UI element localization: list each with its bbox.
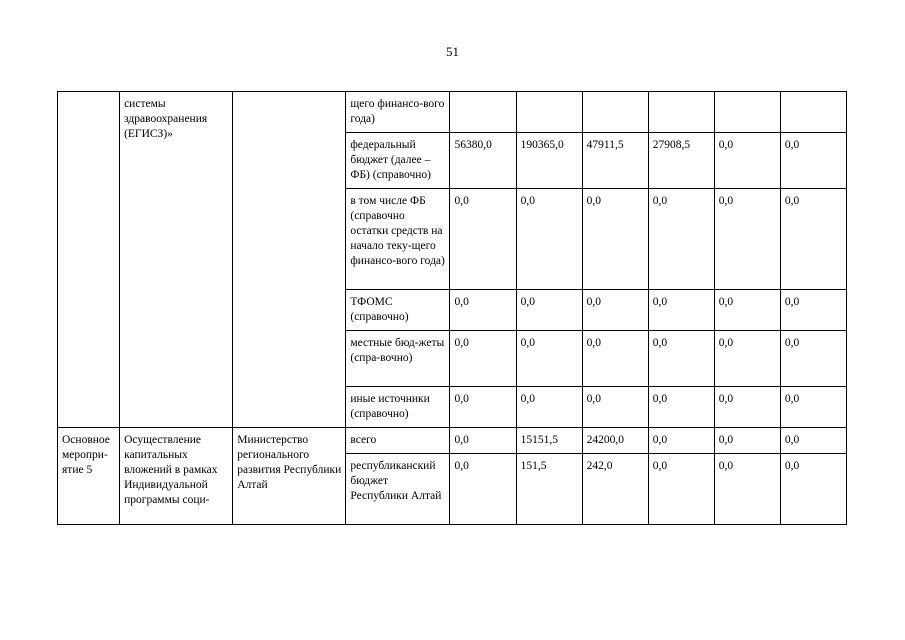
value-cell: 0,0: [582, 189, 648, 290]
executor-cell: [233, 92, 346, 428]
value-cell: 0,0: [648, 331, 714, 387]
value-cell: 47911,5: [582, 133, 648, 189]
source-cell: республиканский бюджет Республики Алтай: [346, 454, 450, 525]
value-cell: 0,0: [516, 290, 582, 331]
value-cell: 0,0: [648, 189, 714, 290]
value-cell: 0,0: [780, 454, 846, 525]
source-cell: местные бюд-жеты (спра-вочно): [346, 331, 450, 387]
value-cell: 0,0: [582, 387, 648, 428]
event-number-cell: Основное меропри-ятие 5: [58, 428, 120, 525]
source-cell: федеральный бюджет (далее – ФБ) (справочно): [346, 133, 450, 189]
event-number-cell: [58, 92, 120, 428]
value-cell: 0,0: [714, 290, 780, 331]
value-cell: 0,0: [516, 189, 582, 290]
value-cell: 0,0: [714, 428, 780, 454]
value-cell: 0,0: [714, 331, 780, 387]
source-cell: иные источники (справочно): [346, 387, 450, 428]
value-cell: 0,0: [450, 428, 516, 454]
table-row: [58, 428, 847, 454]
executor-cell: Министерство регионального развития Республики Алтай: [233, 428, 346, 525]
value-cell: 0,0: [450, 290, 516, 331]
value-cell: [714, 92, 780, 133]
value-cell: 0,0: [714, 133, 780, 189]
value-cell: 0,0: [714, 454, 780, 525]
source-cell: ТФОМС (справочно): [346, 290, 450, 331]
source-cell: всего: [346, 428, 450, 454]
value-cell: 0,0: [648, 428, 714, 454]
event-name-cell: системы здравоохранения (ЕГИСЗ)»: [120, 92, 233, 428]
value-cell: 0,0: [516, 387, 582, 428]
value-cell: 190365,0: [516, 133, 582, 189]
value-cell: 0,0: [780, 387, 846, 428]
value-cell: 0,0: [780, 428, 846, 454]
budget-table: [57, 91, 847, 525]
value-cell: 0,0: [450, 454, 516, 525]
value-cell: 27908,5: [648, 133, 714, 189]
value-cell: 0,0: [780, 133, 846, 189]
source-cell: в том числе ФБ (справочно остатки средств на начало теку-щего финансо-вого года): [346, 189, 450, 290]
value-cell: 0,0: [780, 189, 846, 290]
value-cell: 0,0: [516, 331, 582, 387]
value-cell: [648, 92, 714, 133]
value-cell: 0,0: [780, 290, 846, 331]
value-cell: 0,0: [714, 189, 780, 290]
value-cell: 0,0: [450, 331, 516, 387]
value-cell: [780, 92, 846, 133]
value-cell: 0,0: [780, 331, 846, 387]
event-name-cell: Осуществление капитальных вложений в рамках Индивидуальной программы соци-: [120, 428, 233, 525]
value-cell: [582, 92, 648, 133]
value-cell: 0,0: [648, 387, 714, 428]
value-cell: 56380,0: [450, 133, 516, 189]
value-cell: [516, 92, 582, 133]
table-row: [58, 92, 847, 133]
value-cell: 0,0: [648, 454, 714, 525]
value-cell: 0,0: [648, 290, 714, 331]
value-cell: 0,0: [582, 290, 648, 331]
page-number: 51: [446, 44, 459, 59]
value-cell: 0,0: [714, 387, 780, 428]
value-cell: 242,0: [582, 454, 648, 525]
value-cell: 0,0: [582, 331, 648, 387]
source-cell: щего финансо-вого года): [346, 92, 450, 133]
value-cell: [450, 92, 516, 133]
value-cell: 0,0: [450, 387, 516, 428]
value-cell: 24200,0: [582, 428, 648, 454]
value-cell: 151,5: [516, 454, 582, 525]
value-cell: 0,0: [450, 189, 516, 290]
value-cell: 15151,5: [516, 428, 582, 454]
